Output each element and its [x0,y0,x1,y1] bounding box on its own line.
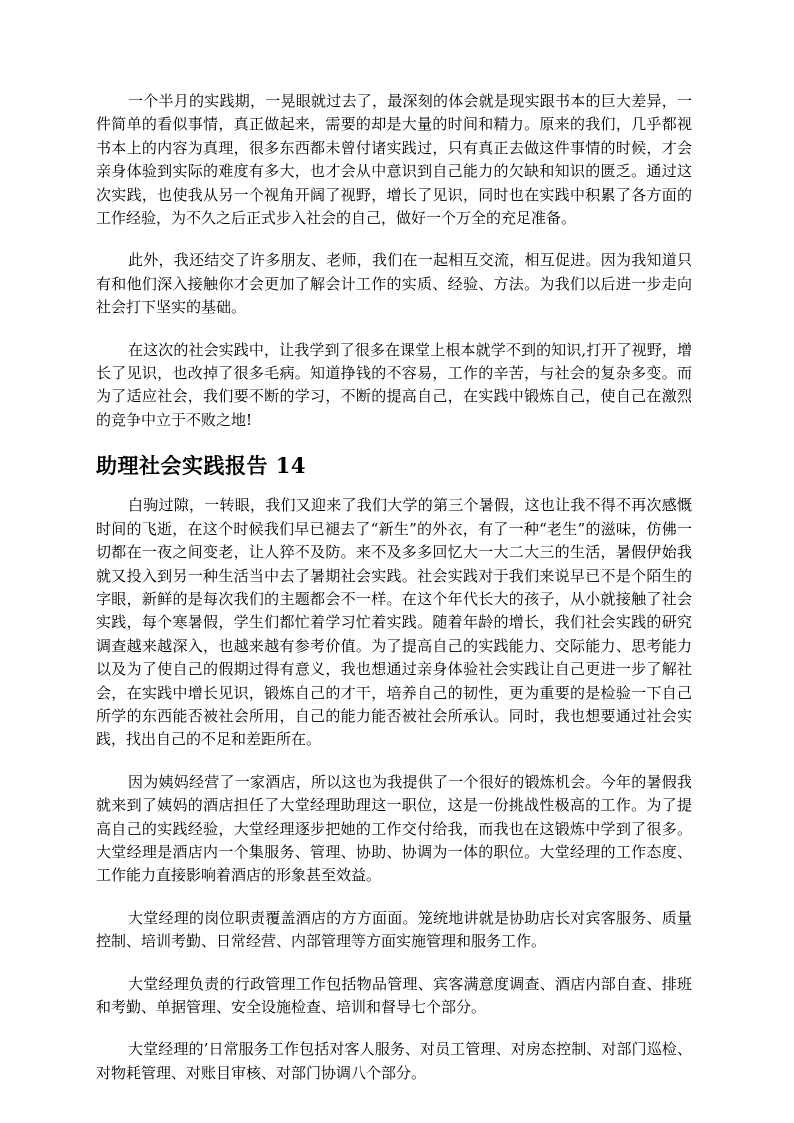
section-heading: 助理社会实践报告 14 [96,453,307,479]
paragraph: 一个半月的实践期，一晃眼就过去了，最深刻的体会就是现实跟书本的巨大差异，一件简单的看似事情，真正做起来，需要的却是大量的时间和精力。原来的我们，几乎都视书本上的内容为真理，很多东西都未曾付诸实践过，只有真正去做这件事情的时候，才会亲身体验到实际的难度有多大，也才会从中意识到自己能力的欠缺和知识的匮乏。通过这次实践，也使我从另一个视角开阔了视野，增长了见识，同时也在实践中积累了各方面的工作经验，为不久之后正式步入社会的自己，做好一个万全的充足准备。 [96,92,692,228]
paragraph: 此外，我还结交了许多朋友、老师，我们在一起相互交流，相互促进。因为我知道只有和他们深入接触你才会更加了解会计工作的实质、经验、方法。为我们以后进一步走向社会打下坚实的基础。 [96,251,692,317]
paragraph: 在这次的社会实践中，让我学到了很多在课堂上根本就学不到的知识,打开了视野，增长了见识，也改掉了很多毛病。知道挣钱的不容易，工作的辛苦，与社会的复杂多变。而为了适应社会，我们要不断的学习，不断的提高自己，在实践中锻炼自己，使自己在激烈的竞争中立于不败之地! [96,340,692,429]
paragraph: 大堂经理的岗位职责覆盖酒店的方方面面。笼统地讲就是协助店长对宾客服务、质量控制、培训考勤、日常经营、内部管理等方面实施管理和服务工作。 [96,908,692,951]
paragraph: 大堂经理的’日常服务工作包括对客人服务、对员工管理、对房态控制、对部门巡检、对物耗管理、对账目审核、对部门协调八个部分。 [96,1040,692,1082]
paragraph: 因为姨妈经营了一家酒店，所以这也为我提供了一个很好的锻炼机会。今年的暑假我就来到了姨妈的酒店担任了大堂经理助理这一职位，这是一份挑战性极高的工作。为了提高自己的实践经验，大堂经理逐步把她的工作交付给我，而我也在这锻炼中学到了很多。大堂经理是酒店内一个集服务、管理、协助、协调为一体的职位。大堂经理的工作态度、工作能力直接影响着酒店的形象甚至效益。 [96,772,692,885]
paragraph: 大堂经理负责的行政管理工作包括物品管理、宾客满意度调查、酒店内部自查、排班和考勤、单据管理、安全设施检查、培训和督导七个部分。 [96,974,692,1016]
paragraph: 白驹过隙，一转眼，我们又迎来了我们大学的第三个暑假，这也让我不得不再次感慨时间的飞逝，在这个时候我们早已褪去了“新生”的外衣，有了一种“老生”的滋味，仿佛一切都在一夜之间变老，让人猝不及防。来不及多多回忆大一大二大三的生活，暑假伊始我就又投入到另一种生活当中去了暑期社会实践。社会实践对于我们来说早已不是个陌生的字眼，新鲜的是每次我们的主题都会不一样。在这个年代长大的孩子，从小就接触了社会实践，每个寒暑假，学生们都忙着学习忙着实践。随着年龄的增长，我们社会实践的研究调查越来越深入，也越来越有参考价值。为了提高自己的实践能力、交际能力、思考能力以及为了使自己的假期过得有意义，我也想通过亲身体验社会实践让自己更进一步了解社会，在实践中增长见识，锻炼自己的才干，培养自己的韧性，更为重要的是检验一下自己所学的东西能否被社会所用，自己的能力能否被社会所承认。同时，我也想要通过社会实践，找出自己的不足和差距所在。 [96,496,692,749]
document-page [96,90,692,1085]
